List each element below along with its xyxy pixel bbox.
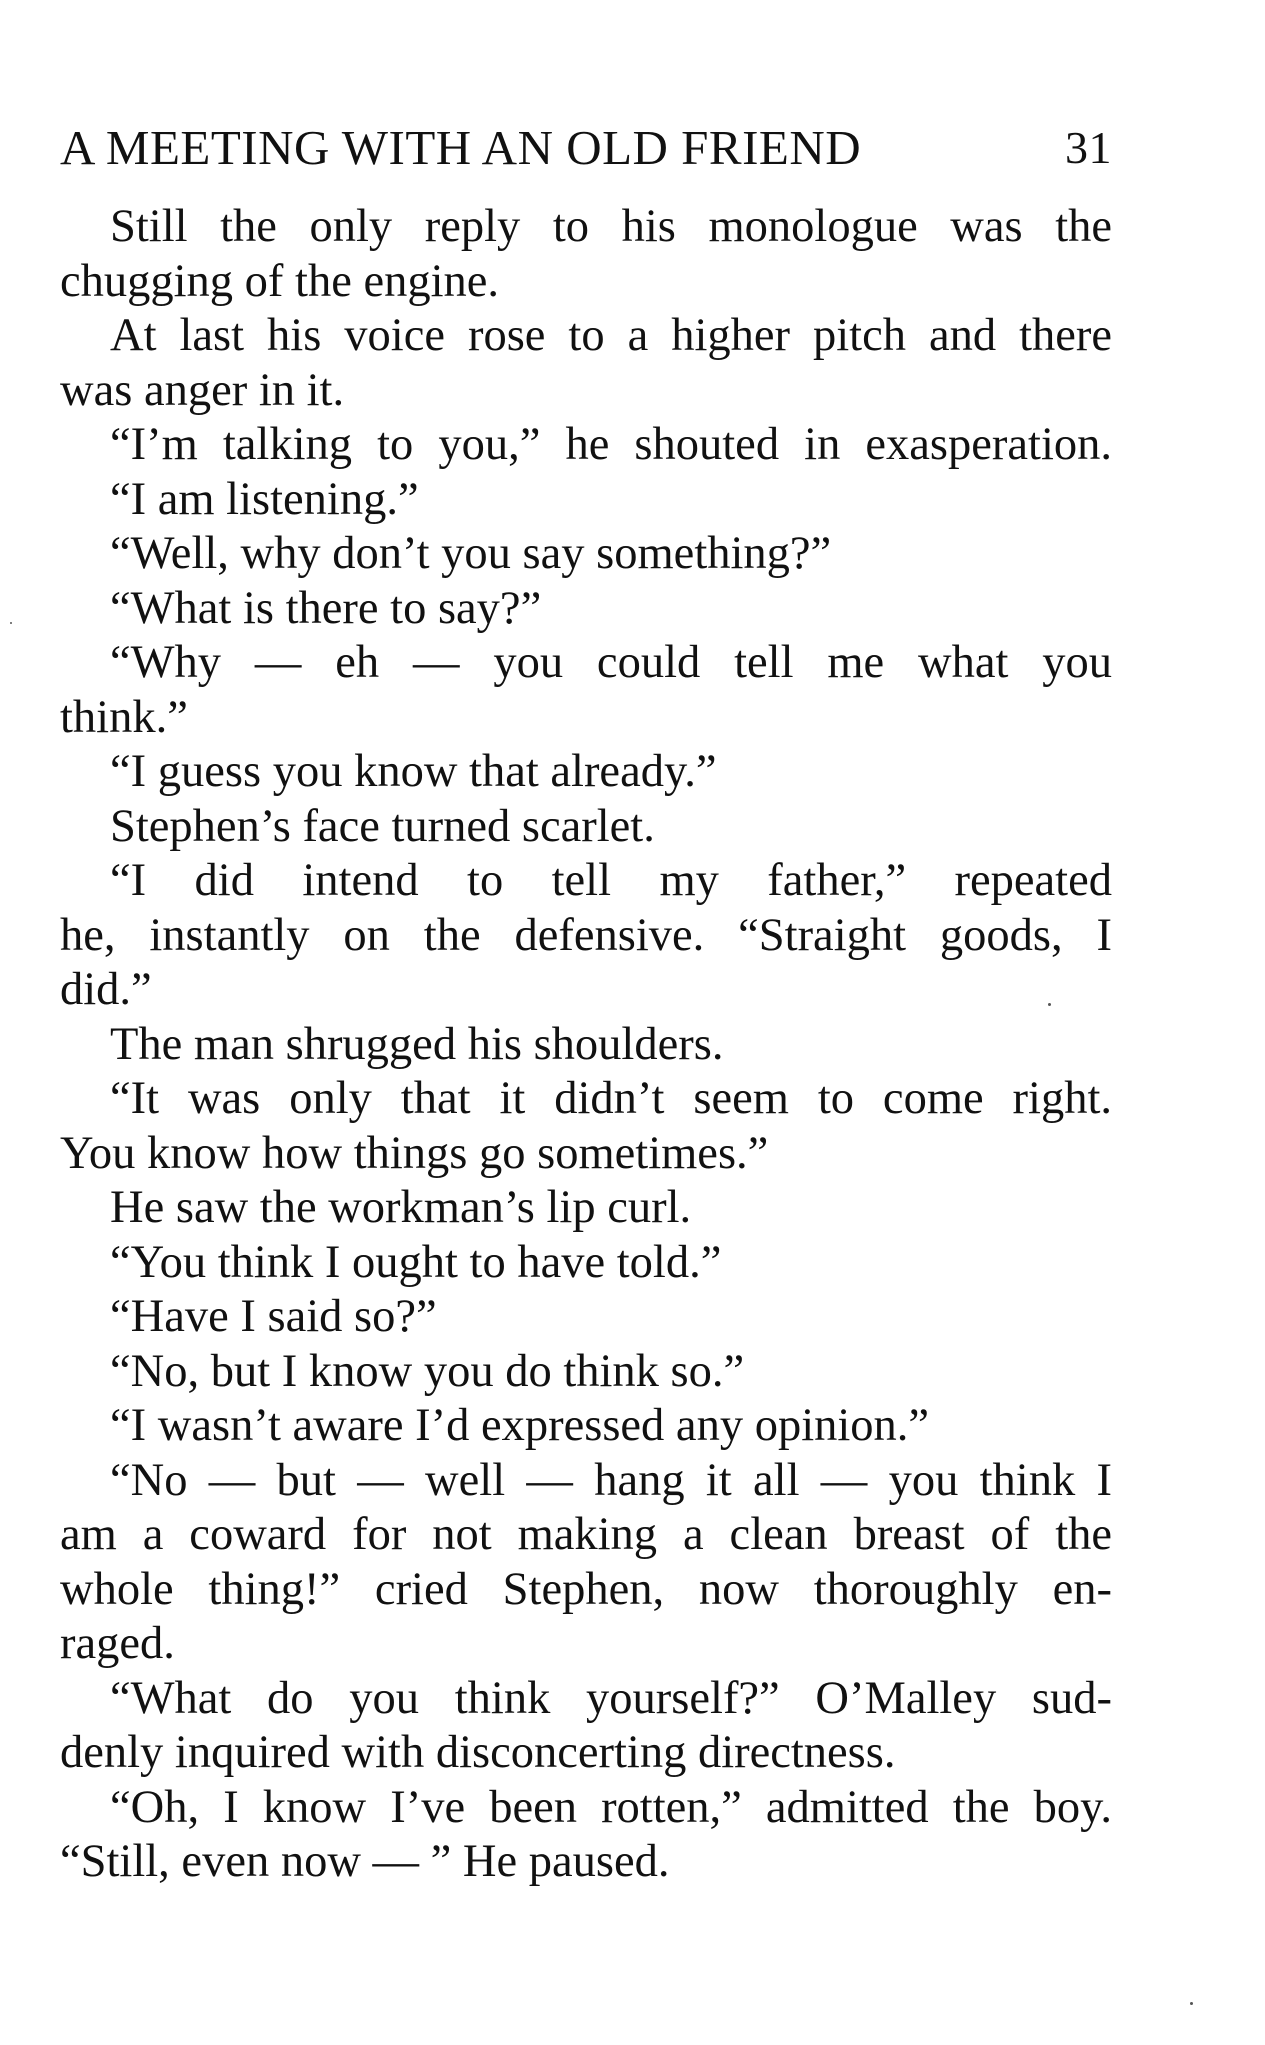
text-line: “Oh, I know I’ve been rotten,” admitted the boy. (110, 1781, 1112, 1833)
page-number: 31 (1065, 122, 1112, 173)
running-head (60, 118, 1112, 178)
text-line: “No — but — well — hang it all — you think I (110, 1454, 1112, 1506)
text-line: “What is there to say?” (110, 582, 542, 634)
text-line: he, instantly on the defensive. “Straight goods, I (60, 909, 1112, 961)
text-line: You know how things go sometimes.” (60, 1127, 769, 1179)
text-line: “Still, even now — ” He paused. (60, 1836, 670, 1887)
text-line: “I guess you know that already.” (110, 746, 717, 797)
text-line: was anger in it. (60, 364, 345, 416)
text-line: “I wasn’t aware I’d expressed any opinion.” (110, 1400, 930, 1451)
text-line: At last his voice rose to a higher pitch and there (110, 310, 1112, 361)
scan-speck (1190, 2002, 1193, 2005)
text-line: “Well, why don’t you say something?” (110, 528, 832, 579)
text-line: denly inquired with disconcerting directness. (60, 1727, 896, 1778)
text-line: He saw the workman’s lip curl. (110, 1182, 692, 1233)
chapter-title: A MEETING WITH AN OLD FRIEND (60, 120, 862, 175)
text-line: “I did intend to tell my father,” repeated (110, 855, 1112, 906)
text-line: chugging of the engine. (60, 255, 500, 307)
scan-speck (10, 622, 12, 624)
text-line: Still the only reply to his monologue was the (110, 201, 1112, 252)
scan-speck (1048, 1003, 1051, 1006)
text-line: Stephen’s face turned scarlet. (110, 800, 655, 852)
body-text (60, 200, 1112, 1890)
text-line: raged. (60, 1618, 175, 1669)
text-line: “I’m talking to you,” he shouted in exasperation. (110, 419, 1112, 470)
text-line: “You think I ought to have told.” (110, 1236, 722, 1288)
text-line: “Why — eh — you could tell me what you (110, 637, 1112, 688)
text-line: “It was only that it didn’t seem to come right. (110, 1073, 1112, 1124)
text-line: “No, but I know you do think so.” (110, 1345, 745, 1397)
text-line: whole thing!” cried Stephen, now thoroughly en- (60, 1563, 1112, 1615)
text-line: “I am listening.” (110, 473, 419, 525)
text-line: “What do you think yourself?” O’Malley sud- (110, 1672, 1112, 1724)
text-line: “Have I said so?” (110, 1291, 437, 1342)
text-line: The man shrugged his shoulders. (110, 1018, 724, 1070)
text-line: am a coward for not making a clean breast of the (60, 1509, 1112, 1560)
text-line: think.” (60, 691, 188, 743)
text-line: did.” (60, 964, 152, 1015)
